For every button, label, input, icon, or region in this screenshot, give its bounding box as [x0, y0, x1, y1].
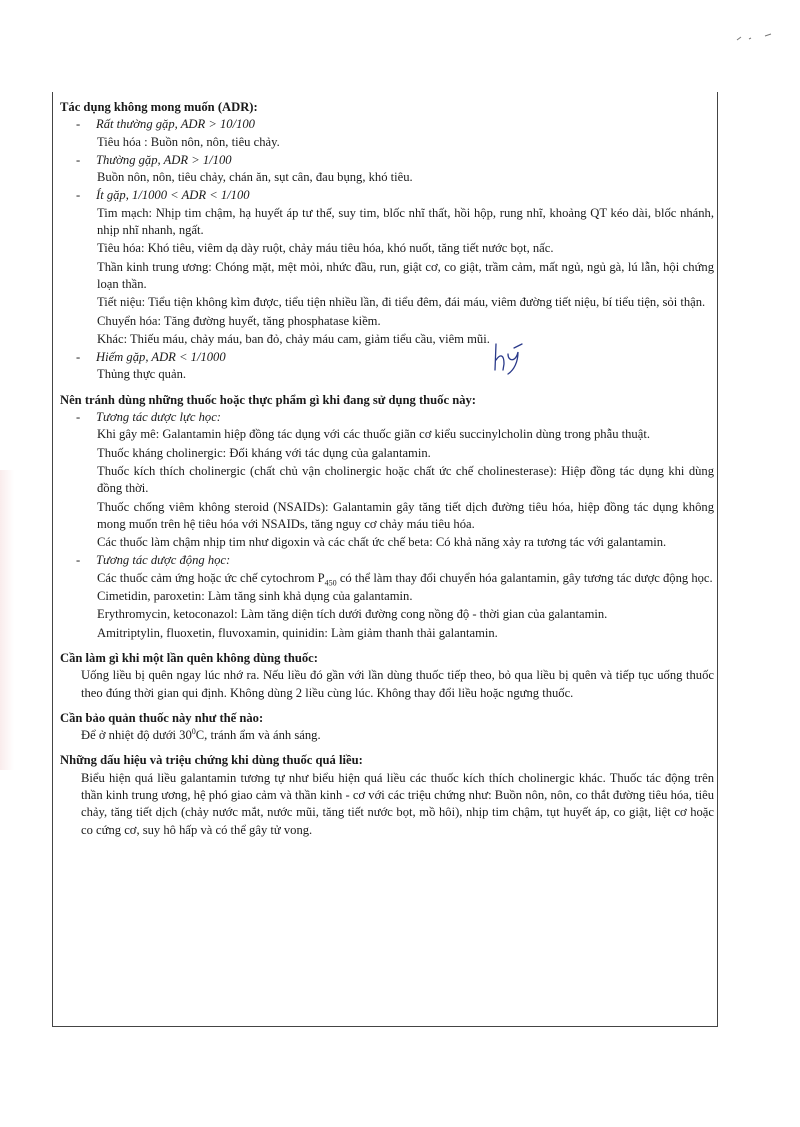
overdose-section — [60, 752, 714, 838]
storage-section — [60, 710, 714, 745]
pk-amitriptylin: Amitriptylin, fluoxetin, fluvoxamin, quinidin: Làm giảm thanh thải galantamin. — [97, 625, 498, 640]
adr-rare-title: - Hiếm gặp, ADR < 1/1000 — [76, 350, 226, 365]
adr-other: Khác: Thiếu máu, chảy máu, ban đỏ, chảy máu cam, giảm tiểu cầu, viêm mũi. — [97, 331, 490, 346]
overdose-heading: Những dấu hiệu và triệu chứng khi dùng thuốc quá liều: — [60, 753, 363, 768]
document-body — [60, 99, 714, 847]
adr-digestive: Tiêu hóa: Khó tiêu, viêm dạ dày ruột, chảy máu tiêu hóa, khó nuốt, tăng tiết nước bọt, nấc. — [97, 241, 554, 256]
pk-cimetidin: Cimetidin, paroxetin: Làm tăng sinh khả dụng của galantamin. — [97, 589, 413, 604]
overdose-text: Biểu hiện quá liều galantamin tương tự như biểu hiện quá liều các thuốc kích thích cholinergic khác. Thuốc tác động trên thần kinh trung ương, hệ phó giao cảm và thần kinh - cơ với các triệu chứng như: Buồn nôn, nôn, co thắt đường tiêu hóa, tiêu chảy, tăng tiết dịch (chảy nước mắt, nước mũi, tăng tiết nước bọt, mồ hôi), nhịp tim chậm, tụt huyết áp, co giật, liệt cơ hoặc co cứng cơ, suy hô hấp và có thể gây tử vong. — [81, 770, 714, 837]
adr-very-common-title: - Rất thường gặp, ADR > 10/100 — [76, 117, 255, 132]
storage-heading: Cần bảo quản thuốc này như thế nào: — [60, 710, 264, 725]
adr-very-common-text: Tiêu hóa : Buồn nôn, nôn, tiêu chảy. — [97, 134, 280, 149]
stamp-edge — [0, 470, 14, 770]
pd-title: - Tương tác dược lực học: — [76, 410, 221, 425]
pd-cholinergic: Thuốc kích thích cholinergic (chất chủ vận cholinergic hoặc chất ức chế cholinesterase): Hiệp đồng tác dụng khi dùng đồng thời. — [97, 463, 714, 496]
pk-erythromycin: Erythromycin, ketoconazol: Làm tăng diện tích dưới đường cong nồng độ - thời gian của galantamin. — [97, 607, 608, 622]
missed-text: Uống liều bị quên ngay lúc nhớ ra. Nếu liều đó gần với lần dùng thuốc tiếp theo, bỏ qua liều bị quên và tiếp tục uống thuốc theo đúng thời gian qui định. Không dùng 2 liều cùng lúc. Không thay đổi liều hoặc ngưng thuốc. — [81, 668, 714, 700]
pd-nsaids: Thuốc chống viêm không steroid (NSAIDs): Galantamin gây tăng tiết dịch đường tiêu hóa, hiệp đồng tác dụng không mong muốn trên hệ tiêu hóa với NSAIDs, tăng nguy cơ chảy máu tiêu hóa. — [97, 499, 714, 531]
pd-anticholinergic: Thuốc kháng cholinergic: Đối kháng với tác dụng của galantamin. — [97, 445, 431, 460]
missed-dose-section — [60, 650, 714, 702]
adr-section — [60, 99, 714, 384]
scan-mark — [735, 30, 775, 44]
pd-anesthesia: Khi gây mê: Galantamin hiệp đồng tác dụng với các thuốc giãn cơ kiểu succinylcholin dùng trong phẫu thuật. — [97, 427, 650, 442]
pk-cytochrome: Các thuốc cảm ứng hoặc ức chế cytochrom $P_{450}$ có thể làm thay đổi chuyển hóa galantamin, gây tương tác dược động học. — [97, 570, 713, 588]
adr-rare-text: Thủng thực quản. — [97, 367, 187, 382]
pd-bradycardia: Các thuốc làm chậm nhịp tim như digoxin và các chất ức chế beta: Có khả năng xảy ra tương tác với galantamin. — [97, 535, 667, 550]
adr-heading: Tác dụng không mong muốn (ADR): — [60, 100, 258, 114]
adr-common-title: - Thường gặp, ADR > 1/100 — [76, 152, 232, 167]
interactions-section — [60, 392, 714, 642]
adr-cns: Thần kinh trung ương: Chóng mặt, mệt mỏi, nhức đầu, run, giật cơ, co giật, trầm cảm, mất ngủ, ngủ gà, lú lẫn, hội chứng loạn thần. — [97, 259, 714, 291]
pk-title: - Tương tác dược động học: — [76, 553, 231, 568]
adr-uncommon-title: - Ít gặp, 1/1000 < ADR < 1/100 — [76, 188, 250, 203]
adr-common-text: Buồn nôn, nôn, tiêu chảy, chán ăn, sụt cân, đau bụng, khó tiêu. — [97, 170, 413, 185]
storage-text: Để ở nhiệt độ dưới $30^0C$, tránh ẩm và ánh sáng. — [81, 726, 321, 743]
interactions-heading: Nên tránh dùng những thuốc hoặc thực phẩm gì khi đang sử dụng thuốc này: — [60, 392, 476, 407]
adr-cardio: Tim mạch: Nhịp tim chậm, hạ huyết áp tư thế, suy tim, blốc nhĩ thất, hồi hộp, rung nhĩ, khoảng QT kéo dài, blốc nhánh, nhịp nhĩ nhanh, ngất. — [97, 205, 714, 238]
missed-heading: Cần làm gì khi một lần quên không dùng thuốc: — [60, 650, 318, 665]
adr-urinary: Tiết niệu: Tiểu tiện không kìm được, tiểu tiện nhiều lần, đi tiểu đêm, đái máu, viêm đường tiết niệu, bí tiểu tiện, sỏi thận. — [97, 295, 706, 310]
adr-metabolic: Chuyển hóa: Tăng đường huyết, tăng phosphatase kiềm. — [97, 313, 381, 328]
